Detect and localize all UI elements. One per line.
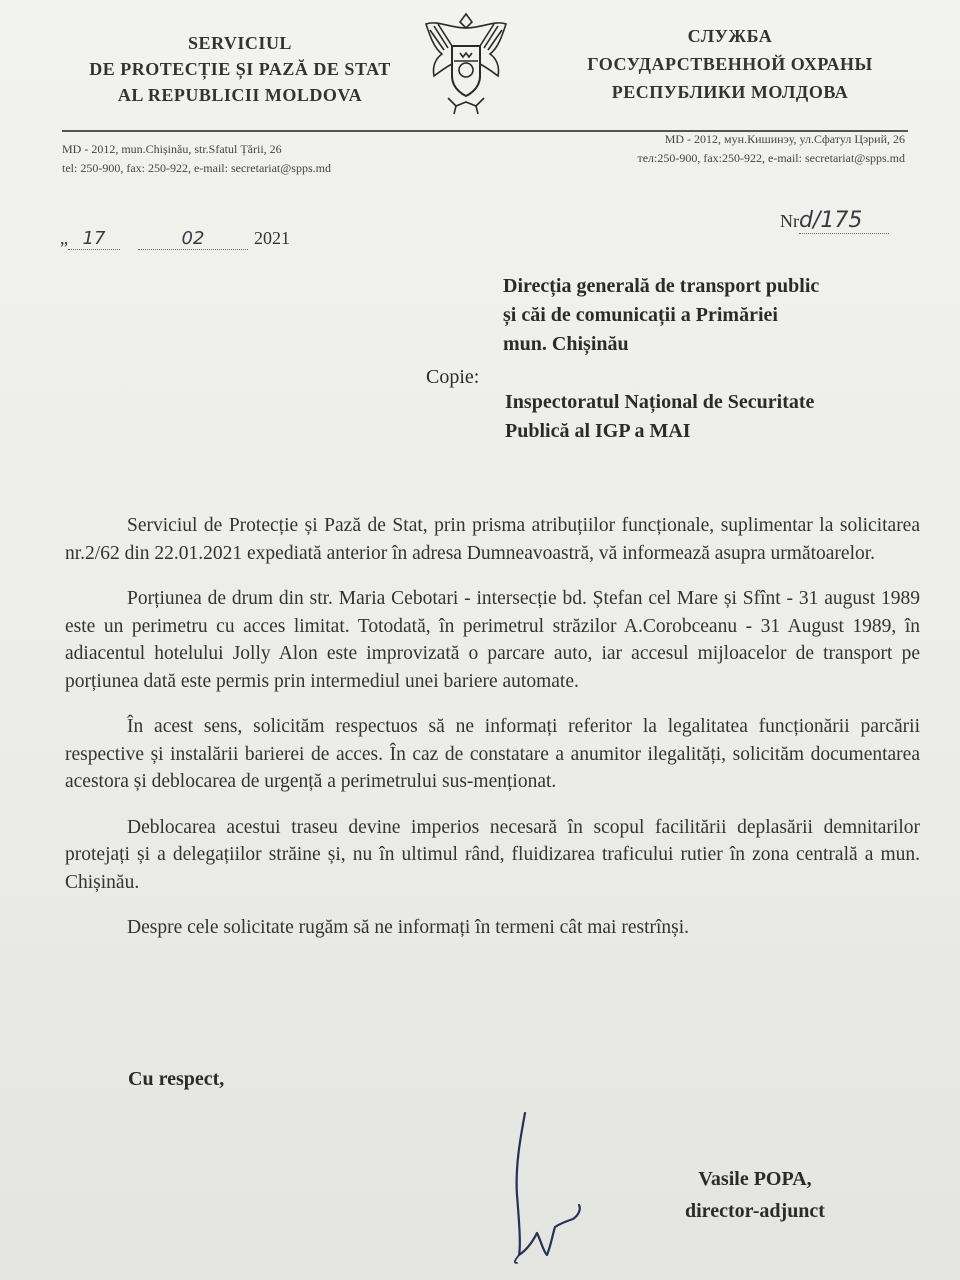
body-paragraph-3: În acest sens, solicităm respectuos să ne informați referitor la legalitatea funcționării parcării respective și instalării barierei de acces. În caz de constatare a anumitor ilegalități, solicităm documentarea acestora și deblocarea de urgență a perimetrului sus-menționat.	[65, 716, 920, 792]
issuer-line-3: AL REPUBLICII MOLDOVA	[117, 85, 363, 105]
issuer-ru-line-2: ГОСУДАРСТВЕННОЙ ОХРАНЫ	[587, 54, 873, 74]
issuer-header-russian	[540, 22, 920, 106]
body-paragraph-4: Deblocarea acestui traseu devine imperios necesară în scopul facilitării deplasării demnitarilor protejați și a delegațiilor străine și, nu în ultimul rând, fluidizarea traficului rutier în zona centrală a mun. Chișinău.	[65, 816, 920, 893]
issuer-line-1: SERVICIUL	[188, 33, 292, 53]
phone-ru: тел:250-900, fax:250-922, e-mail: secretariat@spps.md	[637, 151, 905, 165]
recipient-line-1: Direcția generală de transport public	[503, 275, 820, 297]
handwritten-signature	[495, 1105, 605, 1265]
issuer-ru-line-1: СЛУЖБА	[687, 26, 773, 46]
copy-line-1: Inspectoratul Național de Securitate	[505, 391, 815, 413]
recipient-block	[503, 272, 913, 359]
signer-title: director-adjunct	[685, 1200, 825, 1222]
closing-regards: Cu respect,	[128, 1068, 225, 1090]
issuer-header-romanian	[40, 30, 440, 108]
issuer-line-2: DE PROTECȚIE ȘI PAZĂ DE STAT	[89, 59, 391, 79]
signatory-block	[660, 1163, 850, 1227]
date-quote: „	[60, 228, 68, 248]
copy-line-2: Publică al IGP a MAI	[505, 420, 691, 442]
body-paragraph-2: Porțiunea de drum din str. Maria Cebotari - intersecție bd. Ștefan cel Mare și Sfînt - 31 august 1989 este un perimetru cu acces limitat. Totodată, în perimetrul străzilor A.Corobceanu - 31 August 1989, în adiacentul hotelului Jolly Alon este improvizată o parcare auto, iar accesul mijloacelor de transport pe porțiunea dată este permis prin intermediul unei bariere automate.	[65, 588, 920, 692]
recipient-line-3: mun. Chișinău	[503, 333, 629, 355]
letter-body	[65, 512, 920, 962]
coat-of-arms-icon	[420, 6, 512, 118]
copy-recipient-block	[505, 388, 915, 446]
body-paragraph-1: Serviciul de Protecție și Pază de Stat, prin prisma atribuțiilor funcționale, suplimentar la solicitarea nr.2/62 din 22.01.2021 expediată anterior în adresa Dumneavoastră, vă informează asupra următoarelor.	[65, 515, 920, 564]
recipient-line-2: și căi de comunicații a Primăriei	[503, 304, 778, 326]
copy-label: Copie:	[426, 366, 480, 388]
date-day: 17	[68, 228, 120, 250]
nr-value: d/175	[799, 208, 889, 234]
address-ro: MD - 2012, mun.Chișinău, str.Sfatul Țării, 26	[62, 142, 282, 156]
address-ru: MD - 2012, мун.Кишинэу, ул.Сфатул Цэрий, 26	[664, 132, 905, 146]
date-year: 2021	[254, 228, 290, 248]
contact-block-russian	[560, 130, 905, 168]
phone-ro: tel: 250-900, fax: 250-922, e-mail: secretariat@spps.md	[62, 161, 331, 175]
signer-name: Vasile POPA,	[698, 1168, 812, 1190]
contact-block-romanian	[62, 140, 422, 178]
nr-label: Nr	[780, 211, 799, 231]
document-number	[780, 208, 889, 234]
date-month: 02	[138, 228, 248, 250]
body-paragraph-5: Despre cele solicitate rugăm să ne informați în termeni cât mai restrînși.	[127, 917, 690, 938]
document-date	[60, 228, 290, 250]
issuer-ru-line-3: РЕСПУБЛИКИ МОЛДОВА	[611, 82, 849, 102]
